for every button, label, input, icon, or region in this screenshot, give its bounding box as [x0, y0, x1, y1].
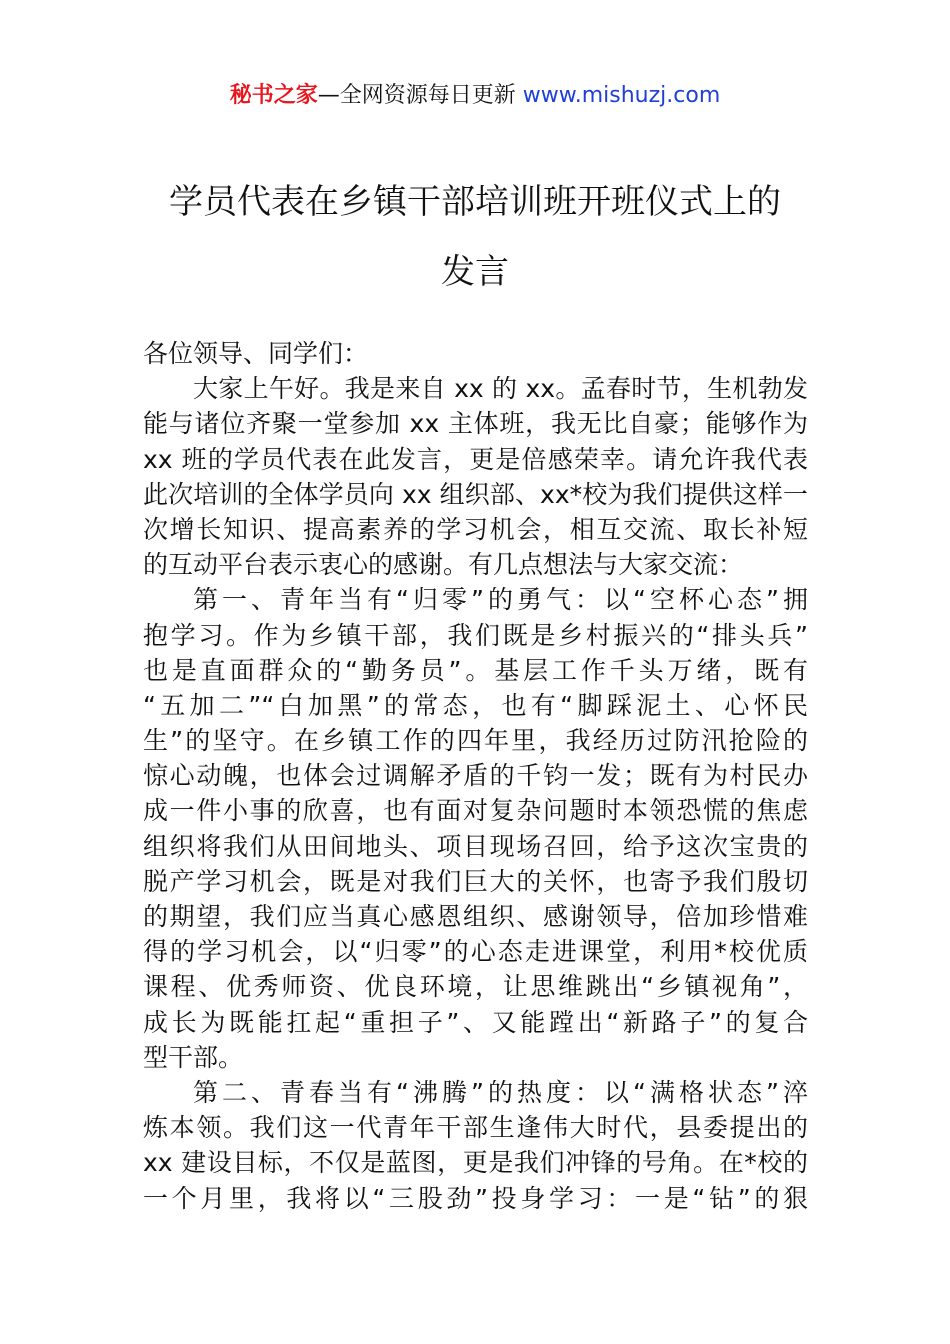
body-line: 惊心动魄，也体会过调解矛盾的千钧一发；既有为村民办	[143, 761, 808, 791]
body-line: 成一件小事的欣喜，也有面对复杂问题时本领恐慌的焦虑	[143, 796, 808, 826]
site-banner	[0, 78, 950, 114]
body-line: 的互动平台表示衷心的感谢。有几点想法与大家交流：	[143, 550, 744, 580]
body-line: xx 建设目标，不仅是蓝图，更是我们冲锋的号角。在*校的	[143, 1148, 808, 1178]
body-line: 炼本领。我们这一代青年干部生逢伟大时代，县委提出的	[143, 1113, 808, 1143]
body-line: 抱学习。作为乡镇干部，我们既是乡村振兴的“排头兵”	[143, 620, 808, 650]
banner-brand: 秘书之家	[229, 83, 318, 108]
body-line: “五加二”“白加黑”的常态，也有“脚踩泥土、心怀民	[143, 690, 808, 720]
body-line: 次增长知识、提高素养的学习机会，相互交流、取长补短	[143, 514, 808, 544]
document-title-line-2: 发言	[441, 252, 509, 292]
body-line: 生”的坚守。在乡镇工作的四年里，我经历过防汛抢险的	[143, 726, 808, 756]
body-line: 大家上午好。我是来自 xx 的 xx。孟春时节，生机勃发	[193, 374, 808, 404]
body-line: 的期望，我们应当真心感恩组织、感谢领导，倍加珍惜难	[143, 902, 808, 931]
body-line: 型干部。	[143, 1042, 244, 1072]
body-line: 得的学习机会，以“归零”的心态走进课堂，利用*校优质	[143, 937, 808, 967]
banner-tagline: —全网资源每日更新	[317, 83, 523, 108]
body-line: 第二、青春当有“沸腾”的热度：以“满格状态”淬	[193, 1077, 808, 1107]
body-line: 第一、青年当有“归零”的勇气：以“空杯心态”拥	[193, 585, 808, 615]
document-title-line-1: 学员代表在乡镇干部培训班开班仪式上的	[169, 182, 781, 222]
salutation: 各位领导、同学们：	[143, 339, 369, 368]
banner-url-link[interactable]: www.mishuzj.com	[522, 83, 721, 108]
body-line: 成长为既能扛起“重担子”、又能蹚出“新路子”的复合	[143, 1007, 808, 1037]
body-line: 课程、优秀师资、优良环境，让思维跳出“乡镇视角”，	[143, 972, 808, 1002]
body-line: 能与诸位齐聚一堂参加 xx 主体班，我无比自豪；能够作为	[143, 409, 808, 439]
body-line: 脱产学习机会，既是对我们巨大的关怀，也寄予我们殷切	[143, 866, 808, 896]
body-line: 组织将我们从田间地头、项目现场召回，给予这次宝贵的	[143, 831, 808, 861]
body-line: 一个月里，我将以“三股劲”投身学习：一是“钻”的狠	[143, 1183, 808, 1213]
body-line: 此次培训的全体学员向 xx 组织部、xx*校为我们提供这样一	[143, 479, 808, 509]
document-body	[143, 336, 808, 1216]
body-line: xx 班的学员代表在此发言，更是倍感荣幸。请允许我代表	[143, 444, 808, 474]
body-line: 也是直面群众的“勤务员”。基层工作千头万绪，既有	[143, 655, 808, 685]
